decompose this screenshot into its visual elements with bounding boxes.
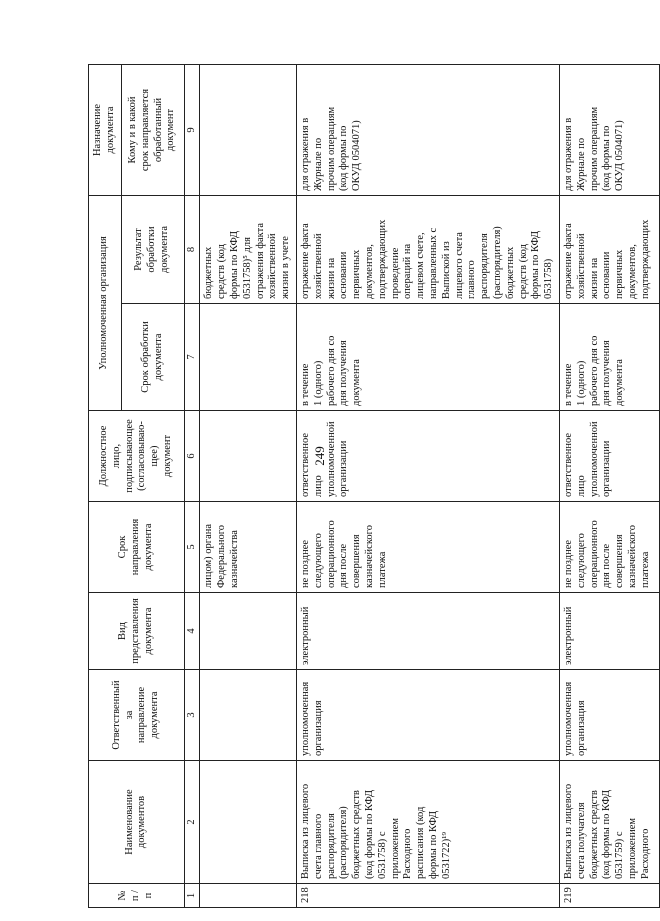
column-number: 6 bbox=[184, 411, 200, 502]
header-name: Наименование документов bbox=[89, 761, 185, 884]
cell-official: ответственное лицо уполномоченной организации bbox=[296, 411, 559, 502]
cell-name: Выписка из лицевого счета главного распорядителя (распорядителя) бюджетных средств (код формы по КФД 0531758) с приложением Расходного расписания (код формы по КФД 0531722)¹⁹ bbox=[296, 761, 559, 884]
cell-name: Выписка из лицевого счета получателя бюджетных средств (код формы по КФД 0531759) с приложением Расходного bbox=[559, 761, 659, 884]
cell-processing-term: в течение 1 (одного) рабочего дня со дня получения документа bbox=[296, 304, 559, 411]
column-number: 2 bbox=[184, 761, 200, 884]
cell-type: электронный bbox=[296, 593, 559, 670]
page-number: 249 bbox=[312, 446, 327, 466]
column-number: 3 bbox=[184, 670, 200, 761]
cell-processing-result: бюджетных средств (код формы по КФД 0531758)⁵ для отражения факта хозяйственной жизни в учете bbox=[200, 196, 297, 304]
cell-responsible: уполномоченная организация bbox=[296, 670, 559, 761]
header-deadline: Срок направления документа bbox=[89, 502, 185, 593]
column-number: 1 bbox=[184, 884, 200, 908]
cell-recipient bbox=[200, 65, 297, 196]
header-authorized-org: Уполномоченная организация bbox=[89, 196, 122, 411]
cell-official bbox=[200, 411, 297, 502]
cell-responsible bbox=[200, 670, 297, 761]
cell-no: 219 bbox=[559, 884, 659, 908]
cell-processing-result: отражение факта хозяйственной жизни на основании первичных документов, подтверждающих bbox=[559, 196, 659, 304]
column-number: 7 bbox=[184, 304, 200, 411]
header-responsible: Ответственный за направление документа bbox=[89, 670, 185, 761]
cell-no bbox=[200, 884, 297, 908]
cell-type: электронный bbox=[559, 593, 659, 670]
table-row bbox=[559, 65, 659, 908]
header-purpose: Назначение документа bbox=[89, 65, 122, 196]
cell-deadline: не позднее следующего операционного дня после совершения казначейского платежа bbox=[559, 502, 659, 593]
cell-deadline: лицом) органа Федерального казначейства bbox=[200, 502, 297, 593]
header-type: Вид представления документа bbox=[89, 593, 185, 670]
document-flow-table bbox=[88, 64, 660, 908]
cell-deadline: не позднее следующего операционного дня после совершения казначейского платежа bbox=[296, 502, 559, 593]
column-number: 4 bbox=[184, 593, 200, 670]
cell-official: ответственное лицо уполномоченной организации bbox=[559, 411, 659, 502]
cell-name bbox=[200, 761, 297, 884]
table-row bbox=[200, 65, 297, 908]
header-processing-result: Результат обработки документа bbox=[121, 196, 184, 304]
column-number: 9 bbox=[184, 65, 200, 196]
cell-processing-term bbox=[200, 304, 297, 411]
header-official: Должностное лицо, подписывающее (согласовываю- щее) документ bbox=[89, 411, 185, 502]
header-processing-term: Срок обработки документа bbox=[121, 304, 184, 411]
cell-processing-term: в течение 1 (одного) рабочего дня со дня получения документа bbox=[559, 304, 659, 411]
header-recipient: Кому и в какой срок направляется обработанный документ bbox=[121, 65, 184, 196]
column-number: 8 bbox=[184, 196, 200, 304]
document-table-sheet bbox=[88, 65, 651, 908]
cell-no: 218 bbox=[296, 884, 559, 908]
column-number: 5 bbox=[184, 502, 200, 593]
header-no: № п / п bbox=[89, 884, 185, 908]
cell-type bbox=[200, 593, 297, 670]
cell-recipient: для отражения в Журнале по прочим операциям (код формы по ОКУД 0504071) bbox=[296, 65, 559, 196]
table-row bbox=[296, 65, 559, 908]
cell-responsible: уполномоченная организация bbox=[559, 670, 659, 761]
cell-processing-result: отражение факта хозяйственной жизни на основании первичных документов, подтверждающих проведение операций на лицевом счете, направленных с Выпиской из лицевого счета главного распорядителя (распорядителя) бюджетных средств (код формы по КФД 0531758) bbox=[296, 196, 559, 304]
cell-recipient: для отражения в Журнале по прочим операциям (код формы по ОКУД 0504071) bbox=[559, 65, 659, 196]
